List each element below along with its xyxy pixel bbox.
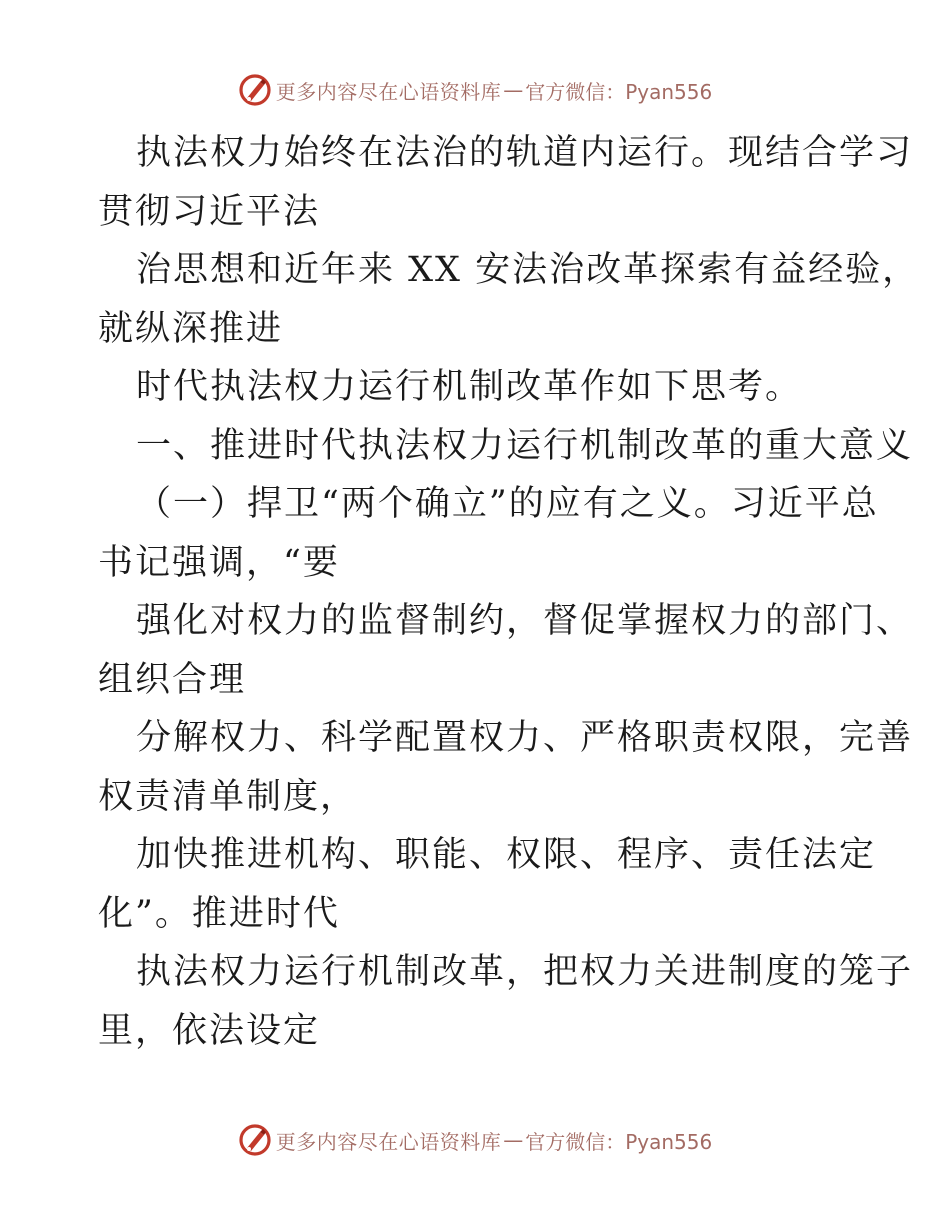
watermark-contact-text: 官方微信：Pyan556 bbox=[525, 1129, 713, 1154]
footer-watermark bbox=[0, 1120, 950, 1160]
body-line: 执法权力始终在法治的轨道内运行。现结合学习 bbox=[136, 133, 914, 173]
body-line: 时代执法权力运行机制改革作如下思考。 bbox=[136, 367, 803, 407]
watermark-site-text: 更多内容尽在心语资料库 bbox=[275, 79, 502, 104]
body-line: 分解权力、科学配置权力、严格职责权限，完善 bbox=[136, 718, 914, 758]
body-line: 强化对权力的监督制约，督促掌握权力的部门、 bbox=[136, 601, 914, 641]
body-line: （一）捍卫“两个确立”的应有之义。习近平总 bbox=[136, 484, 879, 524]
red-pen-logo-icon bbox=[238, 73, 272, 107]
watermark-separator: — bbox=[503, 78, 524, 102]
watermark-contact-text: 官方微信：Pyan556 bbox=[525, 79, 713, 104]
body-line: 贯彻习近平法 bbox=[98, 191, 321, 232]
body-line: 加快推进机构、职能、权限、程序、责任法定 bbox=[136, 835, 877, 875]
watermark-site-text: 更多内容尽在心语资料库 bbox=[275, 1129, 502, 1154]
document-body bbox=[98, 124, 920, 1060]
section-heading: 一、推进时代执法权力运行机制改革的重大意义 bbox=[136, 425, 914, 466]
body-line: 化”。推进时代 bbox=[98, 893, 340, 934]
body-line: 里，依法设定 bbox=[98, 1010, 321, 1051]
header-watermark bbox=[0, 70, 950, 110]
body-line: 权责清单制度， bbox=[98, 776, 358, 817]
watermark-separator: — bbox=[503, 1128, 524, 1152]
red-pen-logo-icon bbox=[238, 1123, 272, 1157]
body-line: 执法权力运行机制改革，把权力关进制度的笼子 bbox=[136, 952, 914, 992]
body-line: 组织合理 bbox=[98, 659, 247, 700]
body-line: 书记强调，“要 bbox=[98, 542, 340, 583]
body-line: 治思想和近年来 XX 安法治改革探索有益经验， bbox=[136, 250, 920, 290]
body-line: 就纵深推进 bbox=[98, 308, 284, 349]
